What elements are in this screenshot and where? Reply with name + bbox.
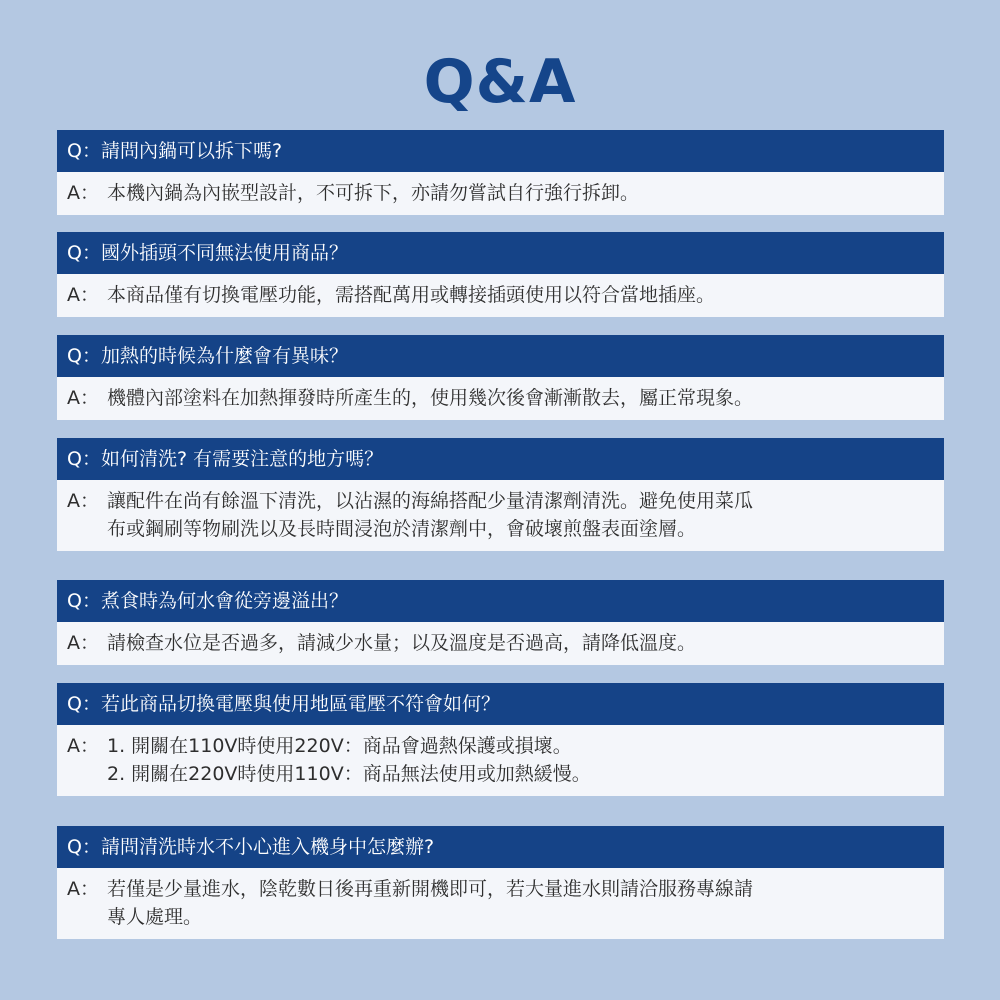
page-title: Q&A (423, 47, 577, 117)
answer-box (57, 377, 944, 420)
answer-text: 本商品僅有切換電壓功能，需搭配萬用或轉接插頭使用以符合當地插座。 (107, 284, 716, 306)
question-bar (57, 335, 944, 377)
answer-text: 機體內部塗料在加熱揮發時所產生的，使用幾次後會漸漸散去，屬正常現象。 (107, 387, 754, 409)
question-text: 若此商品切換電壓與使用地區電壓不符會如何？ (100, 693, 500, 715)
question-bar (57, 683, 944, 725)
answer-prefix: A： (67, 284, 99, 306)
question-text: 請問內鍋可以拆下嗎? (100, 140, 283, 162)
question-bar (57, 130, 944, 172)
question-text: 如何清洗? 有需要注意的地方嗎？ (100, 448, 384, 470)
question-prefix: Q： (67, 693, 101, 715)
answer-prefix: A： (67, 490, 99, 512)
answer-prefix: A： (67, 182, 99, 204)
answer-text: 本機內鍋為內嵌型設計，不可拆下，亦請勿嘗試自行強行拆卸。 (107, 182, 640, 204)
answer-text: 布或鋼刷等物刷洗以及長時間浸泡於清潔劑中，會破壞煎盤表面塗層。 (107, 518, 697, 540)
qa-item (57, 826, 944, 939)
answer-box (57, 172, 944, 215)
question-prefix: Q： (67, 836, 101, 858)
qa-item (57, 232, 944, 317)
qa-item (57, 438, 944, 551)
answer-box (57, 480, 944, 551)
answer-text: 若僅是少量進水，陰乾數日後再重新開機即可，若大量進水則請洽服務專線請 (107, 878, 754, 900)
answer-prefix: A： (67, 878, 99, 900)
question-text: 國外插頭不同無法使用商品？ (100, 242, 348, 264)
question-prefix: Q： (67, 242, 101, 264)
answer-text: 1. 開關在110V時使用220V：商品會過熱保護或損壞。 (107, 735, 572, 757)
answer-box (57, 868, 944, 939)
answer-box (57, 725, 944, 796)
answer-prefix: A： (67, 632, 99, 654)
answer-box (57, 622, 944, 665)
question-bar (57, 826, 944, 868)
question-bar (57, 438, 944, 480)
question-prefix: Q： (67, 140, 101, 162)
answer-text: 2. 開關在220V時使用110V：商品無法使用或加熱緩慢。 (107, 763, 591, 785)
answer-text: 專人處理。 (107, 906, 203, 928)
question-prefix: Q： (67, 345, 101, 367)
question-text: 加熱的時候為什麼會有異味？ (100, 345, 348, 367)
question-text: 請問清洗時水不小心進入機身中怎麼辦? (100, 836, 435, 858)
answer-box (57, 274, 944, 317)
qa-item (57, 130, 944, 215)
answer-prefix: A： (67, 387, 99, 409)
question-prefix: Q： (67, 590, 101, 612)
qa-item (57, 335, 944, 420)
qa-item (57, 580, 944, 665)
answer-text: 請檢查水位是否過多，請減少水量；以及溫度是否過高，請降低溫度。 (107, 632, 697, 654)
answer-prefix: A： (67, 735, 99, 757)
question-prefix: Q： (67, 448, 101, 470)
answer-text: 讓配件在尚有餘溫下清洗，以沾濕的海綿搭配少量清潔劑清洗。避免使用菜瓜 (107, 490, 754, 512)
qa-item (57, 683, 944, 796)
question-bar (57, 232, 944, 274)
question-bar (57, 580, 944, 622)
question-text: 煮食時為何水會從旁邊溢出？ (100, 590, 348, 612)
